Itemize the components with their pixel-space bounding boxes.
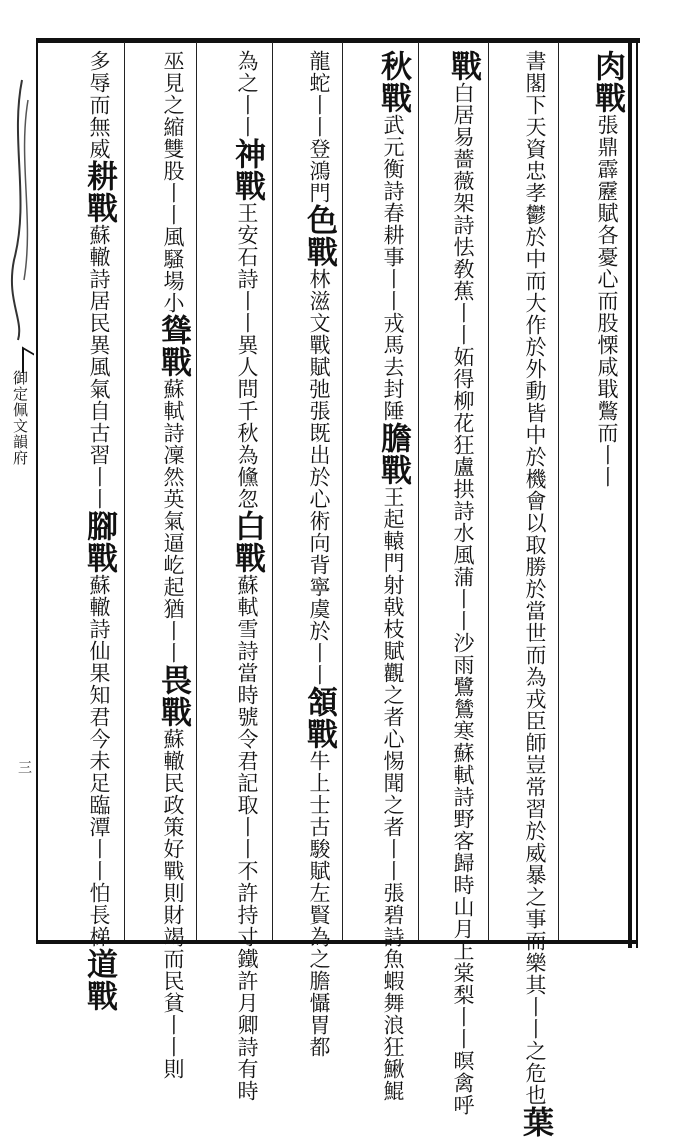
citation-text: 蘇轍詩居民異風氣自古習丨丨 [87,224,111,510]
book-title: 御定佩文韻府 [11,370,29,466]
page-number: 三 [16,760,32,774]
citation-text: 為之丨丨 [235,50,259,138]
headword: 頷戰 [301,686,337,750]
text-column-3 [424,50,484,1116]
headword: 膽戰 [375,422,411,486]
citation-text: 蘇轍詩仙果知君今未足臨潭丨丨怕長梯 [87,574,111,948]
column-divider [124,42,125,940]
citation-text: 牛上士古駿賦左賢為之膽懾胃都 [307,750,331,1058]
headword: 色戰 [301,204,337,268]
column-divider [272,42,273,940]
frame-right-rule-thin [636,38,638,948]
frame-top-rule [36,38,640,43]
headword: 道戰 [81,948,117,1012]
citation-text: 多辱而無威 [87,50,111,160]
text-column-6 [202,50,268,1102]
citation-text: 巫見之縮雙股丨丨風騷場小 [161,50,185,314]
headword: 神戰 [229,138,265,202]
headword: 腳戰 [81,510,117,574]
column-divider [558,42,559,940]
citation-text: 林滋文戰賦弛張既出於心術向背寧虞於丨丨 [307,268,331,686]
column-divider [488,42,489,940]
citation-text: 蘇轍民政策好戰則財竭而民貧丨丨則 [161,728,185,1080]
text-column-2 [496,50,556,1138]
citation-text: 書閣下天資忠孝鬱於中而大作於外動皆中於機會以取勝於當世而為戎臣師豈常習於威暴之事而樂其丨丨之危也 [523,50,547,1106]
citation-text: 龍蛇丨丨登鴻門 [307,50,331,204]
frame-right-rule [628,38,632,948]
citation-text: 王安石詩丨丨異人問千秋為儵忽 [235,202,259,510]
headword: 葉 [517,1106,553,1138]
headword: 秋戰 [375,50,411,114]
citation-text: 武元衡詩春耕事丨丨戎馬去封陲 [381,114,405,422]
text-column-8 [52,50,120,1012]
headword: 肉戰 [589,50,625,114]
headword: 聳戰 [155,314,191,378]
column-divider [196,42,197,940]
citation-text: 王起轅門射戟枝賦觀之者心惕聞之者丨丨張碧詩魚蝦舞浪狂鰍鯤 [381,486,405,1102]
fish-tail-mark-icon [4,80,34,340]
citation-text: 白居易薔薇架詩怯敎蕉丨丨妬得柳花狂盧拱詩水風蒲丨丨沙雨鷺鷥寒蘇軾詩野客歸時山月上棠梨丨丨暝禽呼 [451,82,475,1116]
headword: 戰 [445,50,481,82]
headword: 畏戰 [155,664,191,728]
column-divider [342,42,343,940]
citation-text: 蘇軾詩凜然英氣逼屹起猶丨丨 [161,378,185,664]
column-divider [418,42,419,940]
frame-left-rule [36,38,38,944]
headword: 耕戰 [81,160,117,224]
text-column-1 [568,50,628,935]
text-column-5 [278,50,340,1058]
headword: 白戰 [229,510,265,574]
citation-text: 蘇軾雪詩當時號令君記取丨丨不許持寸鐵許月卿詩有時 [235,574,259,1102]
citation-text: 張鼎霹靂賦各憂心而股慄咸戢鷩而丨丨 [595,114,619,488]
text-column-4 [350,50,414,1102]
text-column-7 [130,50,194,1080]
page-gutter [0,40,36,946]
